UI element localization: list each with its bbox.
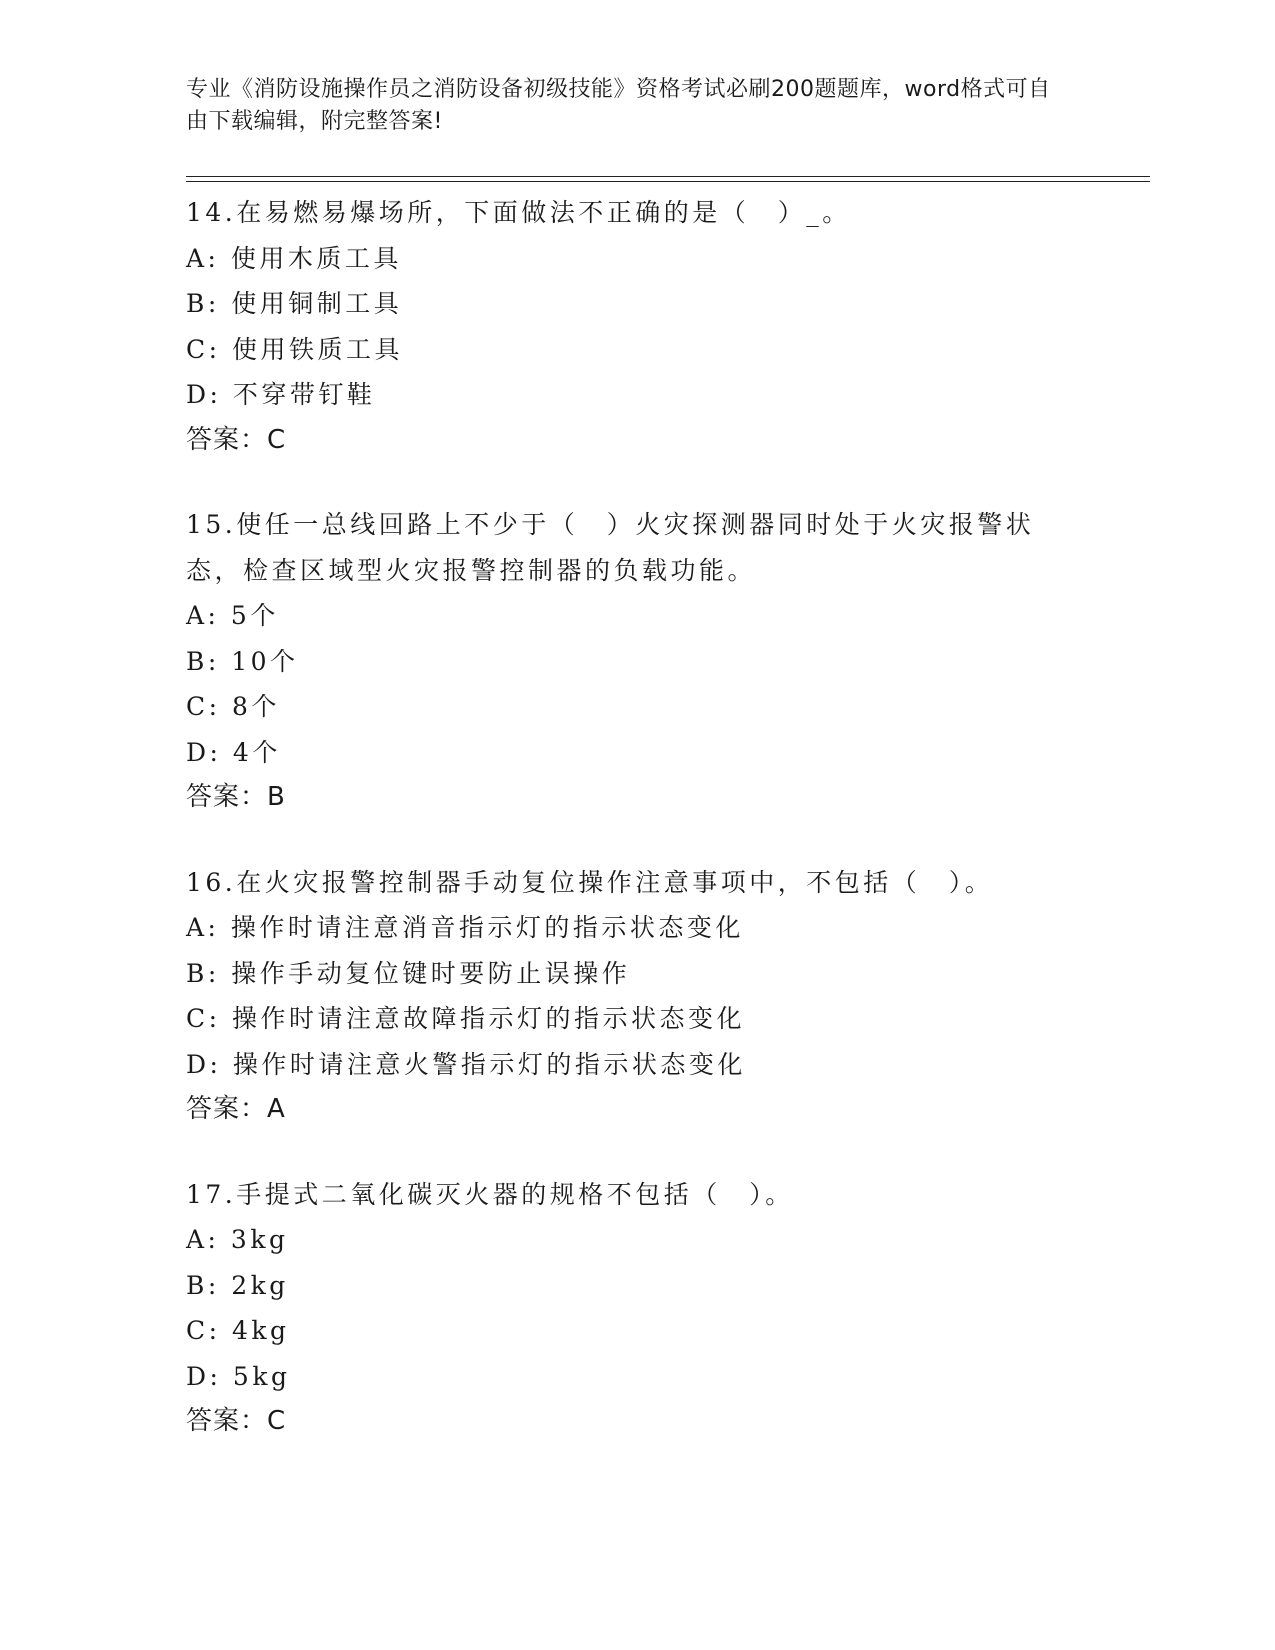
option-b: B: 10个 xyxy=(186,646,299,676)
option-d: D: 操作时请注意火警指示灯的指示状态变化 xyxy=(186,1049,746,1079)
question-stem: 16.在火灾报警控制器手动复位操作注意事项中，不包括（ ）。 xyxy=(186,867,994,897)
option-d: D: 4个 xyxy=(186,737,281,767)
answer-label: 答案：B xyxy=(186,782,286,812)
option-d: D: 不穿带钉鞋 xyxy=(186,380,376,409)
option-d: D: 5kg xyxy=(186,1361,291,1391)
header-divider-bottom xyxy=(186,181,1150,182)
question-stem: 17.手提式二氧化碳灭火器的规格不包括（ ）。 xyxy=(186,1179,794,1209)
question-stem: 14.在易燃易爆场所，下面做法不正确的是（ ）_。 xyxy=(186,198,851,227)
option-a: A: 3kg xyxy=(186,1225,289,1254)
document-header: 专业《消防设施操作员之消防设备初级技能》资格考试必刷200题题库，word格式可自由下载编辑，附完整答案! xyxy=(186,77,1051,134)
answer-label: 答案：A xyxy=(186,1094,286,1124)
option-a: A: 使用木质工具 xyxy=(186,243,402,273)
question-16 xyxy=(186,860,1086,1133)
option-b: B: 操作手动复位键时要防止误操作 xyxy=(186,958,631,988)
question-list xyxy=(186,190,1086,1484)
header-divider-top xyxy=(186,176,1150,177)
option-c: C: 使用铁质工具 xyxy=(186,334,403,364)
option-b: B: 2kg xyxy=(186,1270,289,1300)
question-15 xyxy=(186,502,1086,821)
option-b: B: 使用铜制工具 xyxy=(186,289,403,318)
option-c: C: 操作时请注意故障指示灯的指示状态变化 xyxy=(186,1004,745,1033)
question-14 xyxy=(186,190,1086,463)
option-c: C: 4kg xyxy=(186,1316,290,1345)
option-a: A: 操作时请注意消音指示灯的指示状态变化 xyxy=(186,913,744,942)
question-17 xyxy=(186,1172,1086,1445)
answer-label: 答案：C xyxy=(186,424,287,455)
option-c: C: 8个 xyxy=(186,692,280,721)
answer-label: 答案：C xyxy=(186,1406,287,1436)
option-a: A: 5个 xyxy=(186,601,279,630)
question-stem: 15.使任一总线回路上不少于（ ）火灾探测器同时处于火灾报警状态，检查区域型火灾报警控制器的负载功能。 xyxy=(186,510,1035,585)
